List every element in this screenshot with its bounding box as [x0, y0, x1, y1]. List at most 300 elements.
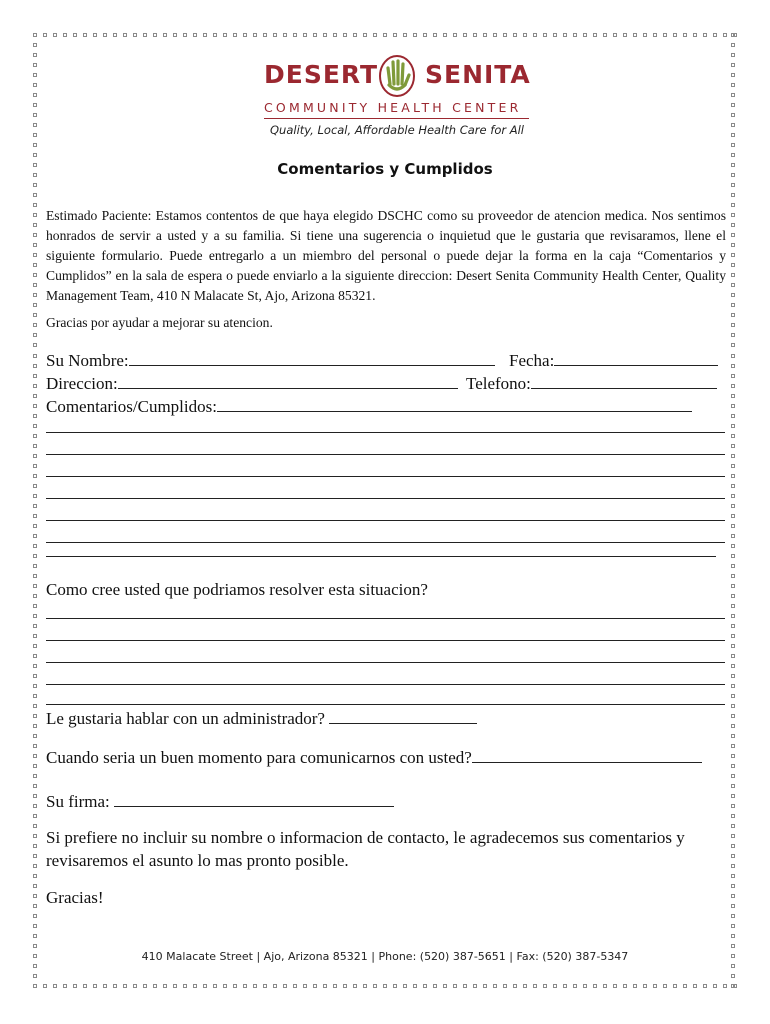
- border-dot: [203, 33, 207, 37]
- border-dot: [33, 434, 37, 438]
- border-dot: [63, 33, 67, 37]
- border-dot: [83, 984, 87, 988]
- border-dot: [731, 133, 735, 137]
- address-blank[interactable]: [118, 372, 458, 389]
- border-dot: [33, 454, 37, 458]
- border-dot: [333, 33, 337, 37]
- border-dot: [253, 984, 257, 988]
- border-dot: [313, 984, 317, 988]
- border-dot: [453, 33, 457, 37]
- border-dot: [313, 33, 317, 37]
- border-dot: [553, 33, 557, 37]
- border-dot: [731, 634, 735, 638]
- admin-answer-blank[interactable]: [329, 707, 477, 724]
- border-dot: [713, 984, 717, 988]
- border-dot: [33, 844, 37, 848]
- cactus-hand-icon: [372, 54, 422, 98]
- border-dot: [731, 524, 735, 528]
- border-dot: [33, 414, 37, 418]
- border-dot: [423, 33, 427, 37]
- border-dot: [731, 654, 735, 658]
- border-dot: [403, 984, 407, 988]
- border-dot: [33, 854, 37, 858]
- border-dot: [731, 894, 735, 898]
- border-dot: [731, 213, 735, 217]
- border-dot: [33, 884, 37, 888]
- logo-subtitle: COMMUNITY HEALTH CENTER: [264, 100, 522, 115]
- resolve-question: Como cree usted que podriamos resolver esta situacion?: [46, 580, 428, 599]
- border-dot: [413, 33, 417, 37]
- border-dot: [373, 984, 377, 988]
- name-label: Su Nombre:: [46, 351, 129, 370]
- border-dot: [33, 474, 37, 478]
- border-dot: [563, 33, 567, 37]
- border-dot: [731, 364, 735, 368]
- border-dot: [653, 33, 657, 37]
- comments-line[interactable]: [46, 520, 725, 521]
- border-dot: [263, 984, 267, 988]
- comments-field[interactable]: [46, 395, 692, 417]
- comments-blank[interactable]: [217, 395, 692, 412]
- border-dot: [731, 484, 735, 488]
- border-dot: [183, 984, 187, 988]
- border-dot: [33, 974, 37, 978]
- border-dot: [731, 764, 735, 768]
- border-dot: [273, 33, 277, 37]
- border-dot: [731, 604, 735, 608]
- thanks-line: Gracias por ayudar a mejorar su atencion.: [46, 315, 273, 330]
- border-dot: [731, 63, 735, 67]
- border-dot: [731, 374, 735, 378]
- date-field[interactable]: [509, 349, 718, 371]
- border-dot: [33, 664, 37, 668]
- border-dot: [33, 33, 37, 37]
- border-dot: [433, 984, 437, 988]
- closing-thanks: Gracias!: [46, 888, 104, 907]
- border-dot: [283, 33, 287, 37]
- border-dot: [33, 133, 37, 137]
- border-dot: [293, 984, 297, 988]
- border-dot: [731, 584, 735, 588]
- border-dot: [731, 444, 735, 448]
- comments-line[interactable]: [46, 498, 725, 499]
- border-dot: [33, 944, 37, 948]
- border-dot: [731, 514, 735, 518]
- resolve-line[interactable]: [46, 618, 725, 619]
- border-dot: [33, 714, 37, 718]
- border-dot: [731, 404, 735, 408]
- border-dot: [243, 984, 247, 988]
- border-dot: [731, 414, 735, 418]
- border-dot: [33, 834, 37, 838]
- address-field[interactable]: [46, 372, 458, 394]
- comments-line[interactable]: [46, 556, 716, 557]
- signature-label: Su firma:: [46, 792, 110, 811]
- border-dot: [393, 33, 397, 37]
- border-dot: [33, 514, 37, 518]
- border-dot: [33, 203, 37, 207]
- border-dot: [731, 874, 735, 878]
- phone-label: Telefono:: [466, 374, 531, 393]
- border-dot: [213, 984, 217, 988]
- border-dot: [33, 233, 37, 237]
- logo-brand-left: DESERT: [264, 60, 379, 89]
- resolve-line[interactable]: [46, 640, 725, 641]
- border-dot: [153, 984, 157, 988]
- border-dot: [731, 854, 735, 858]
- border-dot: [513, 984, 517, 988]
- border-dot: [731, 794, 735, 798]
- border-dot: [403, 33, 407, 37]
- border-dot: [33, 484, 37, 488]
- border-dot: [443, 33, 447, 37]
- border-dot: [731, 534, 735, 538]
- border-dot: [731, 73, 735, 77]
- border-dot: [293, 33, 297, 37]
- border-dot: [33, 704, 37, 708]
- border-dot: [493, 984, 497, 988]
- border-dot: [353, 33, 357, 37]
- border-dot: [363, 984, 367, 988]
- signature-blank[interactable]: [114, 790, 394, 807]
- border-dot: [113, 984, 117, 988]
- border-dot: [613, 984, 617, 988]
- border-dot: [683, 33, 687, 37]
- border-dot: [33, 444, 37, 448]
- border-dot: [33, 804, 37, 808]
- border-dot: [703, 33, 707, 37]
- border-dot: [103, 33, 107, 37]
- border-dot: [643, 984, 647, 988]
- border-dot: [33, 73, 37, 77]
- border-dot: [33, 614, 37, 618]
- border-dot: [731, 354, 735, 358]
- border-dot: [173, 984, 177, 988]
- border-dot: [563, 984, 567, 988]
- border-dot: [731, 674, 735, 678]
- border-dot: [33, 123, 37, 127]
- border-dot: [513, 33, 517, 37]
- border-dot: [731, 223, 735, 227]
- border-dot: [123, 33, 127, 37]
- border-dot: [473, 984, 477, 988]
- name-blank[interactable]: [129, 349, 495, 366]
- border-dot: [33, 754, 37, 758]
- border-dot: [573, 984, 577, 988]
- border-dot: [731, 263, 735, 267]
- border-dot: [731, 844, 735, 848]
- border-dot: [603, 33, 607, 37]
- border-dot: [383, 984, 387, 988]
- border-dot: [33, 824, 37, 828]
- border-dot: [283, 984, 287, 988]
- border-dot: [173, 33, 177, 37]
- border-dot: [233, 984, 237, 988]
- border-dot: [731, 103, 735, 107]
- border-dot: [731, 313, 735, 317]
- border-dot: [273, 984, 277, 988]
- admin-question: Le gustaria hablar con un administrador?: [46, 709, 325, 728]
- border-dot: [33, 634, 37, 638]
- border-dot: [731, 183, 735, 187]
- border-dot: [323, 33, 327, 37]
- border-dot: [33, 384, 37, 388]
- phone-field[interactable]: [466, 372, 717, 394]
- border-dot: [33, 333, 37, 337]
- border-dot: [33, 213, 37, 217]
- border-dot: [33, 674, 37, 678]
- border-dot: [193, 984, 197, 988]
- border-dot: [731, 834, 735, 838]
- border-dot: [623, 33, 627, 37]
- date-label: Fecha:: [509, 351, 555, 370]
- contact-question-field[interactable]: [46, 746, 702, 768]
- border-dot: [33, 404, 37, 408]
- border-dot: [731, 974, 735, 978]
- border-dot: [493, 33, 497, 37]
- border-dot: [33, 924, 37, 928]
- border-dot: [433, 33, 437, 37]
- border-dot: [731, 193, 735, 197]
- border-dot: [163, 33, 167, 37]
- border-dot: [33, 724, 37, 728]
- border-dot: [153, 33, 157, 37]
- border-dot: [483, 984, 487, 988]
- signature-field[interactable]: [46, 790, 394, 812]
- page-border-top: [33, 33, 737, 39]
- border-dot: [33, 774, 37, 778]
- border-dot: [33, 784, 37, 788]
- border-dot: [731, 904, 735, 908]
- border-dot: [593, 33, 597, 37]
- border-dot: [731, 914, 735, 918]
- border-dot: [33, 424, 37, 428]
- border-dot: [731, 53, 735, 57]
- border-dot: [383, 33, 387, 37]
- contact-answer-blank[interactable]: [472, 746, 702, 763]
- border-dot: [731, 233, 735, 237]
- border-dot: [731, 574, 735, 578]
- border-dot: [33, 313, 37, 317]
- border-dot: [723, 33, 727, 37]
- border-dot: [143, 984, 147, 988]
- border-dot: [93, 984, 97, 988]
- border-dot: [33, 564, 37, 568]
- border-dot: [533, 984, 537, 988]
- border-dot: [113, 33, 117, 37]
- border-dot: [613, 33, 617, 37]
- border-dot: [103, 984, 107, 988]
- border-dot: [33, 153, 37, 157]
- border-dot: [723, 984, 727, 988]
- border-dot: [33, 524, 37, 528]
- border-dot: [731, 684, 735, 688]
- border-dot: [33, 734, 37, 738]
- border-dot: [33, 794, 37, 798]
- border-dot: [573, 33, 577, 37]
- border-dot: [33, 744, 37, 748]
- border-dot: [263, 33, 267, 37]
- resolve-line[interactable]: [46, 704, 725, 705]
- border-dot: [33, 624, 37, 628]
- border-dot: [731, 273, 735, 277]
- comments-line[interactable]: [46, 476, 725, 477]
- logo-tagline: Quality, Local, Affordable Health Care for All: [269, 123, 524, 137]
- border-dot: [333, 984, 337, 988]
- border-dot: [43, 984, 47, 988]
- resolve-line[interactable]: [46, 684, 725, 685]
- border-dot: [33, 103, 37, 107]
- border-dot: [603, 984, 607, 988]
- resolve-line[interactable]: [46, 662, 725, 663]
- border-dot: [363, 33, 367, 37]
- border-dot: [731, 814, 735, 818]
- border-dot: [253, 33, 257, 37]
- border-dot: [33, 964, 37, 968]
- border-dot: [533, 33, 537, 37]
- border-dot: [33, 864, 37, 868]
- border-dot: [33, 293, 37, 297]
- border-dot: [33, 534, 37, 538]
- border-dot: [183, 33, 187, 37]
- intro-paragraph: Estimado Paciente: Estamos contentos de que haya elegido DSCHC como su proveedor de atencion medica. Nos sentimos honrados de servir a usted y a su familia. Si tiene una sugerencia o inquietud que le gustaria que revisaramos, llene el siguiente formulario. Puede entregarlo a un miembro del personal o puede dejar la forma en la caja “Comentarios y Cumplidos” en la sala de espera o puede enviarlo a la siguiente direccion: Desert Senita Community Health Center, Quality Management Team, 410 N Malacate St, Ajo, Arizona 85321.: [46, 208, 726, 303]
- border-dot: [653, 984, 657, 988]
- border-dot: [731, 624, 735, 628]
- border-dot: [33, 53, 37, 57]
- border-dot: [731, 293, 735, 297]
- border-dot: [33, 193, 37, 197]
- border-dot: [373, 33, 377, 37]
- admin-question-field[interactable]: [46, 707, 477, 729]
- border-dot: [543, 33, 547, 37]
- border-dot: [33, 113, 37, 117]
- organization-logo: [262, 52, 532, 142]
- border-dot: [731, 614, 735, 618]
- border-dot: [33, 323, 37, 327]
- border-dot: [123, 984, 127, 988]
- border-dot: [143, 33, 147, 37]
- border-dot: [503, 984, 507, 988]
- page-border-bottom: [33, 984, 737, 990]
- form-title: Comentarios y Cumplidos: [277, 160, 493, 178]
- border-dot: [33, 374, 37, 378]
- border-dot: [731, 464, 735, 468]
- border-dot: [33, 694, 37, 698]
- border-dot: [33, 494, 37, 498]
- border-dot: [33, 984, 37, 988]
- border-dot: [303, 984, 307, 988]
- border-dot: [343, 33, 347, 37]
- border-dot: [33, 283, 37, 287]
- border-dot: [93, 33, 97, 37]
- border-dot: [731, 704, 735, 708]
- border-dot: [33, 894, 37, 898]
- border-dot: [423, 984, 427, 988]
- border-dot: [33, 554, 37, 558]
- border-dot: [33, 263, 37, 267]
- border-dot: [731, 203, 735, 207]
- border-dot: [731, 984, 735, 988]
- border-dot: [503, 33, 507, 37]
- border-dot: [33, 464, 37, 468]
- border-dot: [731, 734, 735, 738]
- logo-brand-right: SENITA: [425, 60, 531, 89]
- border-dot: [463, 984, 467, 988]
- border-dot: [203, 984, 207, 988]
- border-dot: [33, 253, 37, 257]
- border-dot: [731, 384, 735, 388]
- border-dot: [663, 984, 667, 988]
- border-dot: [53, 984, 57, 988]
- border-dot: [33, 223, 37, 227]
- name-field[interactable]: [46, 349, 495, 371]
- border-dot: [731, 434, 735, 438]
- border-dot: [731, 454, 735, 458]
- border-dot: [731, 43, 735, 47]
- border-dot: [53, 33, 57, 37]
- border-dot: [731, 343, 735, 347]
- border-dot: [523, 33, 527, 37]
- border-dot: [731, 283, 735, 287]
- border-dot: [323, 984, 327, 988]
- border-dot: [731, 964, 735, 968]
- border-dot: [731, 644, 735, 648]
- border-dot: [33, 574, 37, 578]
- border-dot: [33, 303, 37, 307]
- border-dot: [643, 33, 647, 37]
- border-dot: [713, 33, 717, 37]
- border-dot: [731, 694, 735, 698]
- border-dot: [703, 984, 707, 988]
- border-dot: [33, 644, 37, 648]
- border-dot: [353, 984, 357, 988]
- border-dot: [33, 904, 37, 908]
- border-dot: [731, 544, 735, 548]
- border-dot: [731, 754, 735, 758]
- border-dot: [73, 984, 77, 988]
- border-dot: [473, 33, 477, 37]
- border-dot: [33, 764, 37, 768]
- border-dot: [33, 243, 37, 247]
- border-dot: [633, 984, 637, 988]
- border-dot: [731, 143, 735, 147]
- border-dot: [543, 984, 547, 988]
- border-dot: [623, 984, 627, 988]
- border-dot: [33, 874, 37, 878]
- border-dot: [133, 984, 137, 988]
- border-dot: [43, 33, 47, 37]
- border-dot: [483, 33, 487, 37]
- border-dot: [33, 594, 37, 598]
- phone-blank[interactable]: [531, 372, 717, 389]
- border-dot: [243, 33, 247, 37]
- comments-line[interactable]: [46, 454, 725, 455]
- border-dot: [731, 113, 735, 117]
- border-dot: [731, 944, 735, 948]
- border-dot: [731, 784, 735, 788]
- date-blank[interactable]: [554, 349, 718, 366]
- border-dot: [33, 684, 37, 688]
- border-dot: [731, 494, 735, 498]
- border-dot: [731, 884, 735, 888]
- border-dot: [693, 984, 697, 988]
- border-dot: [693, 33, 697, 37]
- border-dot: [731, 303, 735, 307]
- comments-line[interactable]: [46, 542, 725, 543]
- border-dot: [33, 83, 37, 87]
- comments-line[interactable]: [46, 432, 725, 433]
- border-dot: [223, 33, 227, 37]
